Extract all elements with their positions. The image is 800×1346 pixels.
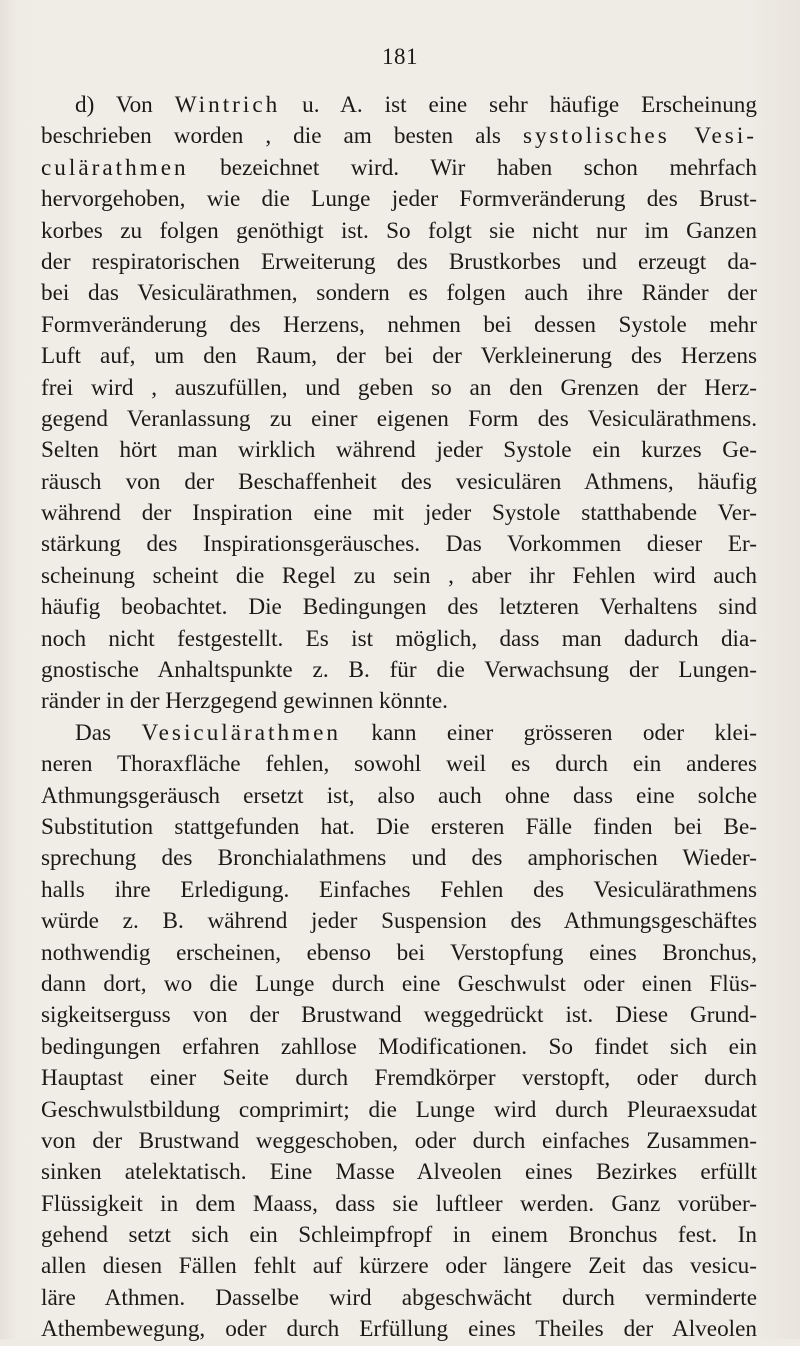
- line-text: bezeichnet wird. Wir haben schon mehrfach: [188, 154, 757, 181]
- text-line: scheinung scheint die Regel zu sein , aber ihr Fehlen wird auch: [41, 562, 757, 589]
- emphasized-term: systolisches Vesi-: [522, 123, 757, 150]
- text-line: würde z. B. während jeder Suspension des Athmungsgeschäftes: [41, 908, 757, 935]
- line-text: d) Von: [75, 92, 175, 118]
- text-line: von der Brustwand weggeschoben, oder durch einfaches Zusammen-: [41, 1127, 757, 1154]
- emphasized-term: Vesiculärathmen: [141, 719, 341, 746]
- text-line: stärkung des Inspirationsgeräusches. Das Vorkommen dieser Er-: [41, 531, 757, 558]
- text-line: korbes zu folgen genöthigt ist. So folgt sie nicht nur im Ganzen: [41, 217, 757, 244]
- line-text: u. A. ist eine sehr häufige Erscheinung: [280, 92, 757, 118]
- text-line: Flüssigkeit in dem Maass, dass sie luftleer werden. Ganz vorüber-: [41, 1190, 757, 1217]
- text-line: neren Thoraxfläche fehlen, sowohl weil es durch ein anderes: [41, 751, 757, 778]
- text-line: bedingungen erfahren zahllose Modificationen. So findet sich ein: [41, 1033, 757, 1060]
- emphasized-term: culärathmen: [41, 154, 189, 181]
- text-line: häufig beobachtet. Die Bedingungen des letzteren Verhaltens sind: [41, 594, 757, 621]
- line-text: Das: [75, 719, 142, 746]
- text-line: Geschwulstbildung comprimirt; die Lunge wird durch Pleuraexsudat: [41, 1096, 757, 1123]
- text-line: Hauptast einer Seite durch Fremdkörper verstopft, oder durch: [41, 1065, 757, 1092]
- line-text: beschrieben worden , die am besten als: [41, 123, 523, 150]
- text-line: gehend setzt sich ein Schleimpfropf in einem Bronchus fest. In: [41, 1222, 757, 1249]
- text-line: hervorgehoben, wie die Lunge jeder Formveränderung des Brust-: [41, 186, 757, 213]
- page-number: 181: [382, 44, 418, 69]
- text-line: sprechung des Bronchialathmens und des amphorischen Wieder-: [41, 845, 757, 872]
- text-line: Substitution stattgefunden hat. Die ersteren Fälle finden bei Be-: [41, 813, 757, 840]
- text-line: Formveränderung des Herzens, nehmen bei dessen Systole mehr: [41, 311, 757, 338]
- text-line: Selten hört man wirklich während jeder Systole ein kurzes Ge-: [41, 437, 757, 464]
- text-line: Athembewegung, oder durch Erfüllung eines Theiles der Alveolen: [41, 1316, 757, 1343]
- text-line: gnostische Anhaltspunkte z. B. für die Verwachsung der Lungen-: [41, 657, 757, 684]
- text-line: halls ihre Erledigung. Einfaches Fehlen des Vesiculärathmens: [41, 876, 757, 903]
- text-line: gegend Veranlassung zu einer eigenen Form des Vesiculärathmens.: [41, 405, 757, 432]
- text-line: dann dort, wo die Lunge durch eine Geschwulst oder einen Flüs-: [41, 970, 757, 997]
- text-line: Luft auf, um den Raum, der bei der Verkleinerung des Herzens: [41, 343, 757, 370]
- text-line: noch nicht festgestellt. Es ist möglich, dass man dadurch dia-: [41, 625, 757, 652]
- text-line: frei wird , auszufüllen, und geben so an den Grenzen der Herz-: [41, 374, 757, 401]
- text-line: räusch von der Beschaffenheit des vesiculären Athmens, häufig: [41, 468, 757, 495]
- text-line: [41, 90, 757, 121]
- text-line: sigkeitserguss von der Brustwand weggedrückt ist. Diese Grund-: [41, 1002, 757, 1029]
- line-text: kann einer grösseren oder klei-: [341, 719, 757, 746]
- text-line: nothwendig erscheinen, ebenso bei Verstopfung eines Bronchus,: [41, 939, 757, 966]
- text-line: [41, 121, 757, 152]
- text-line: läre Athmen. Dasselbe wird abgeschwächt durch verminderte: [41, 1284, 757, 1311]
- text-line: der respiratorischen Erweiterung des Brustkorbes und erzeugt da-: [41, 248, 757, 275]
- text-line: während der Inspiration eine mit jeder Systole statthabende Ver-: [41, 500, 757, 527]
- body-text: [41, 90, 757, 1346]
- text-line: ränder in der Herzgegend gewinnen könnte.: [41, 688, 448, 715]
- text-line: allen diesen Fällen fehlt auf kürzere oder längere Zeit das vesicu-: [41, 1253, 757, 1280]
- text-line: sinken atelektatisch. Eine Masse Alveolen eines Bezirkes erfüllt: [41, 1159, 757, 1186]
- text-line: [41, 718, 757, 749]
- text-line: bei das Vesiculärathmen, sondern es folgen auch ihre Ränder der: [41, 280, 757, 307]
- author-name: Wintrich: [174, 92, 281, 118]
- text-line: [41, 153, 757, 184]
- text-line: Athmungsgeräusch ersetzt ist, also auch ohne dass eine solche: [41, 782, 757, 809]
